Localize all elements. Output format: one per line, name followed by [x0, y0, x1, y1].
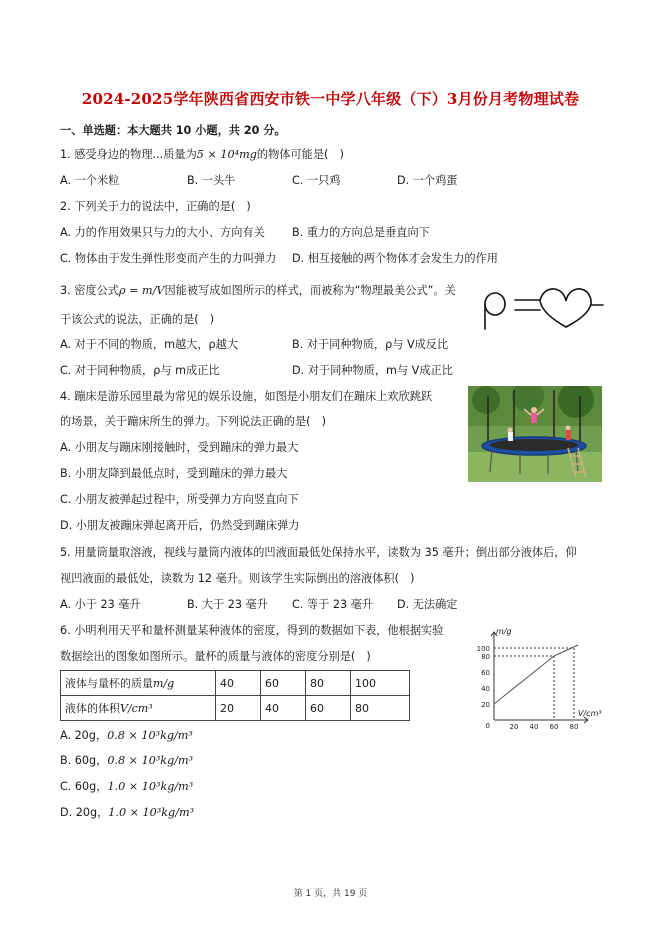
- q3-stem-line2: 于该公式的说法，正确的是( ): [60, 313, 215, 326]
- q5-option-b: B. 大于 23 毫升: [187, 598, 268, 611]
- q3-formula: ρ = m/V: [118, 284, 165, 297]
- q3-option-c: C. 对于同种物质，ρ与 m成正比: [60, 364, 220, 377]
- q1-option-c: C. 一只鸡: [292, 174, 341, 187]
- graph-ytick: 60: [481, 669, 490, 677]
- question-2: 2. 下列关于力的说法中，正确的是( ): [60, 200, 251, 213]
- q5-option-c: C. 等于 23 毫升: [292, 598, 374, 611]
- graph-ylabel: m/g: [496, 627, 512, 636]
- graph-ytick: 100: [476, 645, 490, 653]
- q2-option-d: D. 相互接触的两个物体才会发生力的作用: [292, 252, 498, 265]
- q2-option-a: A. 力的作用效果只与力的大小、方向有关: [60, 226, 265, 239]
- q1-stem-pre: 1. 感受身边的物理...质量为: [60, 148, 197, 161]
- q6-option-a: A. 20g，0.8 × 10³kg/m³: [60, 729, 193, 742]
- q4-option-a: A. 小朋友与蹦床刚接触时，受到蹦床的弹力最大: [60, 441, 299, 454]
- question-3: [60, 283, 456, 299]
- q1-stem-post: 的物体可能是( ): [256, 148, 344, 161]
- section-heading: 一、单选题：本大题共 10 小题，共 20 分。: [60, 124, 286, 137]
- graph-xtick: 20: [509, 723, 519, 731]
- q6-option-d: D. 20g，1.0 × 10³kg/m³: [60, 806, 195, 819]
- q3-option-d: D. 对于同种物质，m与 V成正比: [292, 364, 453, 377]
- q1-formula: 5 × 10⁴mg: [196, 148, 257, 161]
- q5-option-a: A. 小于 23 毫升: [60, 598, 141, 611]
- question-5: 5. 用量筒量取溶液，视线与量筒内液体的凹液面最低处保持水平，读数为 35 毫升；倒出部分液体后，仰: [60, 546, 577, 559]
- table-row: [61, 696, 410, 721]
- q1-option-d: D. 一个鸡蛋: [397, 174, 458, 187]
- rho-equals-heart-illustration: [478, 283, 608, 333]
- question-4: 4. 蹦床是游乐园里最为常见的娱乐设施，如图是小朋友们在蹦床上欢欣跳跃: [60, 390, 433, 403]
- q4-option-d: D. 小朋友被蹦床弹起离开后，仍然受到蹦床弹力: [60, 519, 300, 532]
- graph-ytick: 20: [481, 701, 490, 709]
- q4-option-c: C. 小朋友被弹起过程中，所受弹力方向竖直向下: [60, 493, 299, 506]
- data-table: [60, 670, 410, 721]
- q6-stem-line2: 数据绘出的图象如图所示。量杯的质量与液体的密度分别是( ): [60, 650, 371, 663]
- q5-option-d: D. 无法确定: [397, 598, 458, 611]
- graph-xtick: 60: [549, 723, 559, 731]
- table-row: [61, 671, 410, 696]
- page-footer: 第 1 页，共 19 页: [293, 889, 368, 899]
- question-1: [60, 147, 344, 163]
- mass-volume-graph: [470, 624, 610, 734]
- q3-stem-post: 因能被写成如图所示的样式，而被称为“物理最美公式”。关: [164, 284, 456, 297]
- trampoline-photo: [468, 386, 602, 482]
- graph-xtick: 80: [569, 723, 579, 731]
- q1-option-b: B. 一头牛: [187, 174, 236, 187]
- q3-option-b: B. 对于同种物质，ρ与 V成反比: [292, 338, 449, 351]
- q6-option-c: C. 60g，1.0 × 10³kg/m³: [60, 780, 194, 793]
- page-title: 2024-2025学年陕西省西安市铁一中学八年级（下）3月份月考物理试卷: [81, 90, 580, 108]
- graph-ytick: 40: [481, 685, 490, 693]
- question-6: 6. 小明利用天平和量杯测量某种液体的密度，得到的数据如下表，他根据实验: [60, 624, 444, 637]
- table-row-label: 液体与量杯的质量m/g: [61, 671, 216, 696]
- graph-xlabel: V/cm³: [578, 709, 602, 718]
- q5-stem-line2: 视凹液面的最低处，读数为 12 毫升。则该学生实际倒出的溶液体积( ): [60, 572, 415, 585]
- table-cell: 40: [261, 696, 306, 721]
- table-cell: 60: [261, 671, 306, 696]
- q2-option-b: B. 重力的方向总是垂直向下: [292, 226, 430, 239]
- q3-stem-pre: 3. 密度公式: [60, 284, 119, 297]
- graph-xtick: 40: [529, 723, 539, 731]
- q1-option-a: A. 一个米粒: [60, 174, 120, 187]
- table-cell: 60: [306, 696, 351, 721]
- table-cell: 80: [351, 696, 410, 721]
- q4-option-b: B. 小朋友降到最低点时，受到蹦床的弹力最大: [60, 467, 288, 480]
- q3-option-a: A. 对于不同的物质，m越大，ρ越大: [60, 338, 239, 351]
- graph-ytick: 80: [481, 653, 490, 661]
- table-cell: 20: [216, 696, 261, 721]
- table-row-label: 液体的体积V/cm³: [61, 696, 216, 721]
- table-cell: 80: [306, 671, 351, 696]
- q6-option-b: B. 60g，0.8 × 10³kg/m³: [60, 754, 194, 767]
- q4-stem-line2: 的场景，关于蹦床所生的弹力。下列说法正确的是( ): [60, 415, 327, 428]
- table-cell: 100: [351, 671, 410, 696]
- q2-option-c: C. 物体由于发生弹性形变而产生的力叫弹力: [60, 252, 277, 265]
- graph-origin: 0: [485, 722, 490, 730]
- table-cell: 40: [216, 671, 261, 696]
